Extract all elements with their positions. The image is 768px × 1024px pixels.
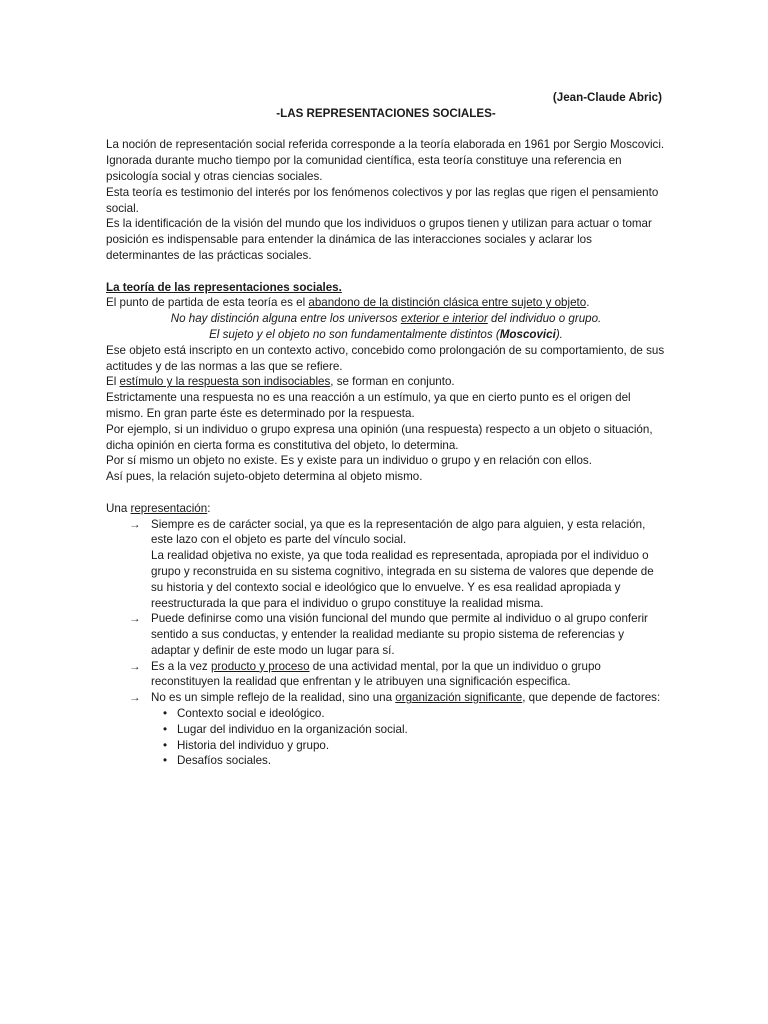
document-page: [106, 90, 666, 769]
list-item: → Es a la vez producto y proceso de una actividad mental, por la que un individuo o grupo reconstituyen la realidad que enfrentan y le atribuyen una significación especifica.: [129, 659, 601, 689]
factor-item: • Historia del individuo y grupo.: [163, 738, 330, 752]
author-line: (Jean-Claude Abric): [552, 91, 662, 104]
arrow-list: [106, 517, 666, 770]
list-item: → Puede definirse como una visión funcional del mundo que permite al individuo o al grupo conferir sentido a sus conductas, y entender la realidad mediante su propio sistema de referencias y adaptar y definir de este modo un lugar para sí.: [129, 612, 648, 657]
bullet-icon: •: [163, 707, 168, 721]
factor-list: [151, 706, 666, 769]
bullet-icon: •: [163, 722, 168, 736]
paragraph: Ese objeto está inscripto en un contexto activo, concebido como prolongación de su comportamiento, de sus actitudes y de las normas a las que se refiere.: [106, 343, 665, 373]
list-item: → Siempre es de carácter social, ya que es la representación de algo para alguien, y esta relación, este lazo con el objeto es parte del vínculo social. La realidad objetiva no existe, ya que toda realidad es representada, apropiada por el individuo o grupo y reconstruida en su sistema cognitivo, integrada en su sistema de valores que depende de su historia y del contexto social e ideológico que lo envuelve. Y es esa realidad apropiada y reestructurada la que para el individuo o grupo constituye la realidad misma.: [129, 517, 654, 610]
arrow-icon: →: [129, 691, 141, 705]
arrow-icon: →: [129, 517, 141, 531]
arrow-icon: →: [129, 659, 141, 673]
section-heading: La teoría de las representaciones sociales.: [106, 280, 342, 294]
list-item: → No es un simple reflejo de la realidad, sino una organización significante, que depende de factores: • Contexto social e ideológico. • Lugar del individuo en la organización social. • Historia del individuo y grupo. • Desafíos sociales.: [106, 690, 666, 769]
factor-item: • Desafíos sociales.: [163, 754, 272, 768]
intro-paragraph: La noción de representación social referida corresponde a la teoría elaborada en 1961 por Sergio Moscovici.: [106, 138, 665, 152]
paragraph: Por sí mismo un objeto no existe. Es y existe para un individuo o grupo y en relación con ellos.: [106, 454, 592, 468]
quote-line: El sujeto y el objeto no son fundamentalmente distintos (Moscovici).: [209, 327, 563, 341]
arrow-icon: →: [129, 612, 141, 626]
factor-item: • Lugar del individuo en la organización social.: [163, 722, 408, 736]
paragraph: Estrictamente una respuesta no es una reacción a un estímulo, ya que en cierto punto es el origen del mismo. En gran parte éste es determinado por la respuesta.: [106, 391, 631, 420]
intro-section: [106, 137, 666, 263]
paragraph: Así pues, la relación sujeto-objeto determina al objeto mismo.: [106, 470, 423, 484]
intro-paragraph: Ignorada durante mucho tiempo por la comunidad científica, esta teoría constituye una referencia en psicología social y otras ciencias sociales.: [106, 154, 622, 183]
paragraph: El estímulo y la respuesta son indisociables, se forman en conjunto.: [106, 375, 455, 389]
bullet-icon: •: [163, 754, 168, 768]
intro-paragraph: Es la identificación de la visión del mundo que los individuos o grupos tienen y utilizan para actuar o tomar posición es indispensable para entender la dinámica de las interacciones sociales y aclarar los determinantes de las prácticas sociales.: [106, 217, 652, 262]
quote-line: No hay distinción alguna entre los universos exterior e interior del individuo o grupo.: [170, 312, 602, 326]
factor-item: • Contexto social e ideológico.: [163, 707, 325, 721]
paragraph: Por ejemplo, si un individuo o grupo expresa una opinión (una respuesta) respecto a un objeto o situación, dicha opinión en cierta forma es constitutiva del objeto, lo determina.: [106, 422, 653, 452]
representation-intro: Una representación:: [106, 501, 211, 515]
paragraph-starting-point: El punto de partida de esta teoría es el abandono de la distinción clásica entre sujeto y objeto.: [106, 296, 590, 310]
bullet-icon: •: [163, 738, 168, 752]
intro-paragraph: Esta teoría es testimonio del interés por los fenómenos colectivos y por las reglas que rigen el pensamiento social.: [106, 185, 659, 215]
document-title: -LAS REPRESENTACIONES SOCIALES-: [276, 106, 496, 120]
